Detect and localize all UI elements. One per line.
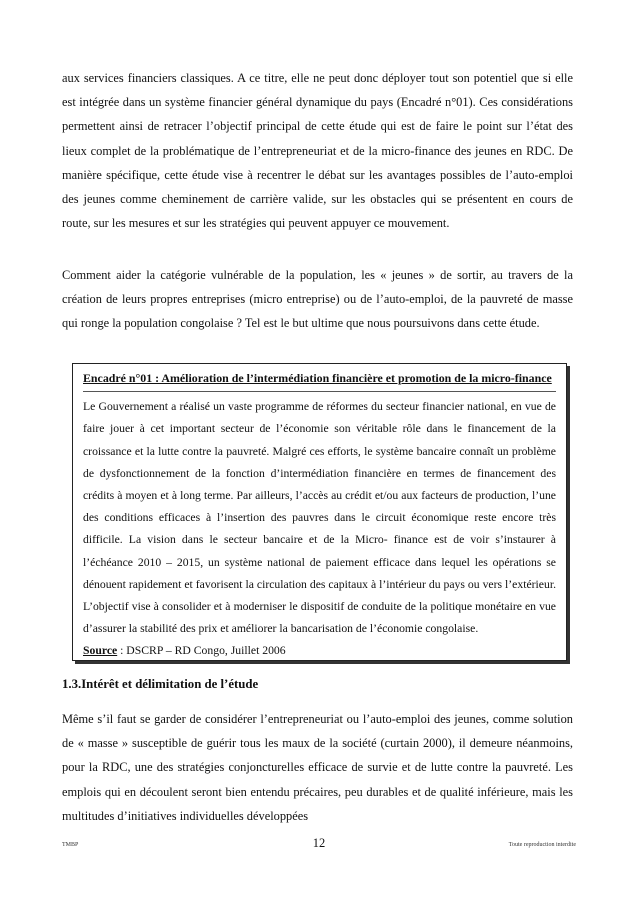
source-text: : DSCRP – RD Congo, Juillet 2006: [117, 644, 286, 658]
encadre-title: Encadré n°01 : Amélioration de l’intermédiation financière et promotion de la micro-finance: [83, 367, 556, 392]
source-label: Source: [83, 644, 118, 658]
paragraph-intro: aux services financiers classiques. A ce titre, elle ne peut donc déployer tout son potentiel que si elle est intégrée dans un système financier général dynamique du pays (Encadré n°01). Ces considérations permettent ainsi de retracer l’objectif principal de cette étude qui est de faire le point sur l’état des lieux complet de la problématique de l’entrepreneuriat et de la micro-finance des jeunes en RDC. De manière spécifique, cette étude vise à recentrer le débat sur les avantages possibles de l’auto-emploi des jeunes comme cheminement de carrière valide, sur les obstacles qui se présentent en cours de route, sur les mesures et sur les stratégies qui peuvent appuyer ce mouvement.: [62, 71, 573, 231]
page-number: 12: [312, 836, 326, 850]
paragraph-section: Même s’il faut se garder de considérer l’entrepreneuriat ou l’auto-emploi des jeunes, comme solution de « masse » susceptible de guérir tous les maux de la société (curtain 2000), il demeure néanmoins, pour la RDC, une des stratégies conjoncturelles efficace de survie et de lutte contre la pauvreté. Les emplois qui en découlent seront bien entendu précaires, peu durables et de qualité inférieure, mais les multitudes d’initiatives individuelles développées: [62, 712, 573, 823]
encadre-box: [72, 363, 567, 661]
footer-right: Toute reproduction interdite: [508, 842, 576, 848]
encadre-source: [83, 640, 556, 662]
section-heading: 1.3.Intérêt et délimitation de l’étude: [62, 677, 259, 691]
encadre-body: Le Gouvernement a réalisé un vaste programme de réformes du secteur financier national, en vue de faire jouer à cet important secteur de l’économie son véritable rôle dans le financement de la croissance et la lutte contre la pauvreté. Malgré ces efforts, le système bancaire connaît un problème de dysfonctionnement de la fonction d’intermédiation financière en termes de financement des crédits à moyen et à long terme. Par ailleurs, l’accès au crédit et/ou aux facteurs de production, l’une des conditions efficaces à l’insertion des pauvres dans le circuit économique reste encore très difficile. La vision dans le secteur bancaire et de la Micro- finance est de voir s’instaurer à l’échéance 2010 – 2015, un système national de paiement efficace dans lequel les opérations se dénouent rapidement et favorisent la circulation des capitaux à l’intérieur du pays ou vers l’extérieur. L’objectif vise à consolider et à moderniser le dispositif de conduite de la politique monétaire en vue d’assurer la stabilité des prix et améliorer la bancarisation de l’économie congolaise.: [83, 400, 556, 636]
footer-left: TMBP: [62, 842, 79, 848]
paragraph-question: Comment aider la catégorie vulnérable de la population, les « jeunes » de sortir, au travers de la création de leurs propres entreprises (micro entreprise) ou de l’auto-emploi, de la pauvreté de masse qui ronge la population congolaise ? Tel est le but ultime que nous poursuivons dans cette étude.: [62, 268, 573, 331]
